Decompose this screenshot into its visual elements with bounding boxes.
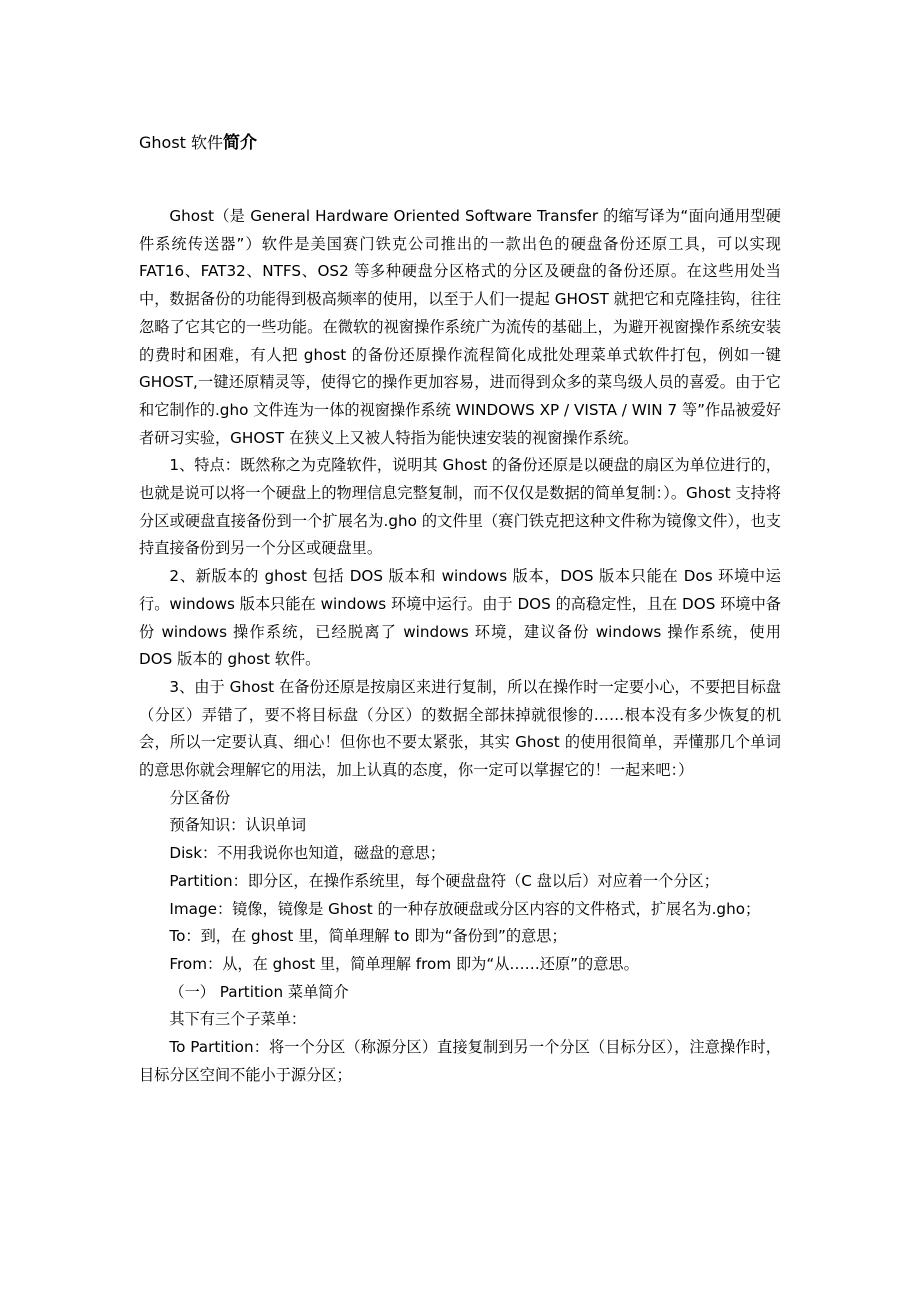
section-heading-partition-backup: 分区备份 (169, 788, 231, 807)
paragraph-partition: Partition：即分区，在操作系统里，每个硬盘盘符（C 盘以后）对应着一个分区； (169, 871, 719, 890)
paragraph-to-partition: To Partition：将一个分区（称源分区）直接复制到另一个分区（目标分区），注意操作时，目标分区空间不能小于源分区； (139, 1038, 781, 1084)
paragraph-feature-2: 2、新版本的 ghost 包括 DOS 版本和 windows 版本，DOS 版本只能在 Dos 环境中运行。windows 版本只能在 windows 环境中运行。由于 DOS 的高稳定性，且在 DOS 环境中备份 windows 操作系统，已经脱离了 windows 环境，建议备份 windows 操作系统，使用 DOS 版本的 ghost 软件。 (139, 567, 781, 669)
paragraph-prerequisite: 预备知识：认识单词 (169, 816, 307, 835)
paragraph-intro: Ghost（是 General Hardware Oriented Software Transfer 的缩写译为“面向通用型硬件系统传送器”）软件是美国赛门铁克公司推出的一款出色的硬盘备份还原工具，可以实现 FAT16、FAT32、NTFS、OS2 等多种硬盘分区格式的分区及硬盘的备份还原。在这些用处当中，数据备份的功能得到极高频率的使用，以至于人们一提起 GHOST 就把它和克隆挂钩，往往忽略了它其它的一些功能。在微软的视窗操作系统广为流传的基础上，为避开视窗操作系统安装的费时和困难，有人把 ghost 的备份还原操作流程简化成批处理菜单式软件打包，例如一键 GHOST,一键还原精灵等，使得它的操作更加容易，进而得到众多的菜鸟级人员的喜爱。由于它和它制作的.gho 文件连为一体的视窗操作系统 WINDOWS XP / VISTA / WIN 7 等”作品被爱好者研习实验，GHOST 在狭义上又被人特指为能快速安装的视窗操作系统。 (139, 207, 781, 447)
document-title (139, 130, 257, 156)
title-strong-text: 简介 (223, 133, 258, 153)
paragraph-from: From：从，在 ghost 里，简单理解 from 即为“从……还原”的意思。 (169, 954, 639, 973)
title-text: Ghost 软件 (139, 133, 224, 152)
paragraph-image: Image：镜像，镜像是 Ghost 的一种存放硬盘或分区内容的文件格式，扩展名为.gho； (169, 899, 761, 918)
paragraph-disk: Disk：不用我说你也知道，磁盘的意思； (169, 844, 446, 863)
document-body (139, 203, 781, 1090)
paragraph-feature-1: 1、特点：既然称之为克隆软件，说明其 Ghost 的备份还原是以硬盘的扇区为单位进行的，也就是说可以将一个硬盘上的物理信息完整复制，而不仅仅是数据的简单复制：）。Ghost 支持将分区或硬盘直接备份到一个扩展名为.gho 的文件里（赛门铁克把这种文件称为镜像文件），也支持直接备份到另一个分区或硬盘里。 (139, 456, 781, 558)
paragraph-to: To：到，在 ghost 里，简单理解 to 即为“备份到”的意思； (169, 927, 567, 946)
paragraph-submenus: 其下有三个子菜单： (169, 1010, 307, 1029)
paragraph-feature-3: 3、由于 Ghost 在备份还原是按扇区来进行复制，所以在操作时一定要小心，不要把目标盘（分区）弄错了，要不将目标盘（分区）的数据全部抹掉就很惨的……根本没有多少恢复的机会，所以一定要认真、细心！但你也不要太紧张，其实 Ghost 的使用很简单，弄懂那几个单词的意思你就会理解它的用法，加上认真的态度，你一定可以掌握它的！一起来吧：） (139, 677, 781, 780)
section-heading-partition-menu: （一） Partition 菜单简介 (169, 982, 349, 1001)
